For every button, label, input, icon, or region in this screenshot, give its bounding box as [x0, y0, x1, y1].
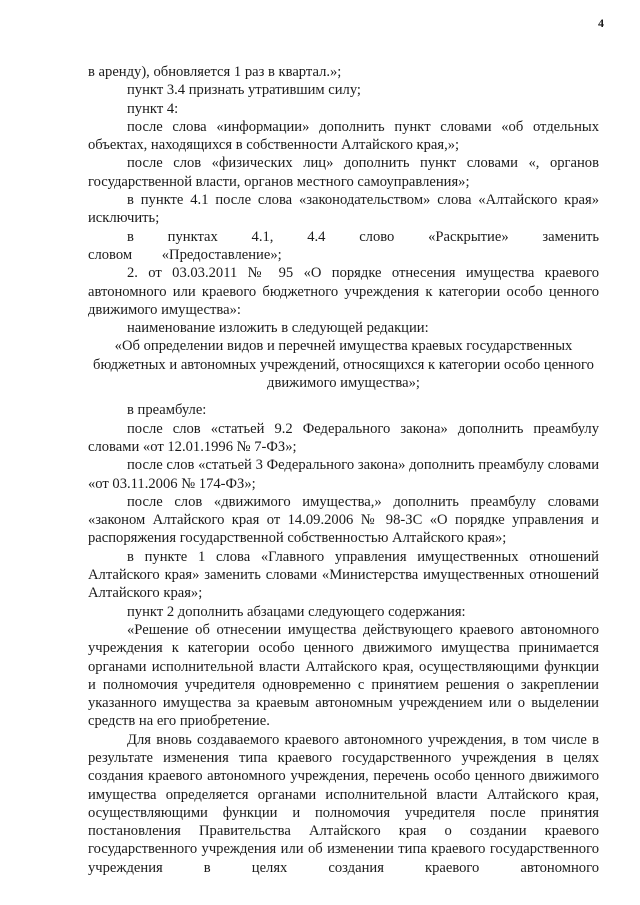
paragraph-13: после слов «движимого имущества,» дополнить преамбулу словами «законом Алтайского края от 14.09.2006 № 98-ЗС «О порядке управления и распоряжения государственной собственностью Алтайского края»; [88, 493, 599, 547]
paragraph-8: 2. от 03.03.2011 № 95 «О порядке отнесения имущества краевого автономного или краевого бюджетного учреждения к категории особо ценного движимого имущества»: [88, 265, 599, 318]
paragraph-3: пункт 4: [127, 100, 179, 117]
paragraph-14: в пункте 1 слова «Главного управления имущественных отношений Алтайского края» заменить словами «Министерства имущественных отношений Алтайского края»; [88, 548, 599, 602]
paragraph-5: после слов «физических лиц» дополнить пункт словами «, органов государственной власти, органов местного самоуправления»; [88, 155, 599, 190]
paragraph-12: после слов «статьей 3 Федерального закона» дополнить преамбулу словами «от 03.11.2006 № 174-ФЗ»; [88, 457, 599, 492]
paragraph-4: после слова «информации» дополнить пункт словами «об отдельных объектах, находящихся в собственности Алтайского края,»; [88, 118, 599, 154]
paragraph-16: «Решение об отнесении имущества действующего краевого автономного учреждения к категории особо ценного движимого имущества принимается органами исполнительной власти Алтайского края, осуществляющими функции и полномочия учредителя одновременно с принятием решения о закреплении указанного имущества за краевым автономным учреждением или о выделении средств на его приобретение. [88, 621, 599, 730]
paragraph-11: после слов «статьей 9.2 Федерального закона» дополнить преамбулу словами «от 12.01.1996 № 7-ФЗ»; [88, 420, 599, 455]
quoted-title: «Об определении видов и перечней имущества краевых государственных бюджетных и автономных учреждений, относящихся к категории особо ценного движимого имущества»; [93, 338, 594, 392]
paragraph-2: пункт 3.4 признать утратившим силу; [127, 82, 361, 99]
paragraph-10: в преамбуле: [127, 402, 207, 419]
document-body [88, 63, 599, 877]
paragraph-7: в пунктах 4.1, 4.4 слово «Раскрытие» заменить словом «Предоставление»; [88, 228, 599, 263]
paragraph-1: в аренду), обновляется 1 раз в квартал.»; [88, 64, 342, 80]
page-number: 4 [598, 16, 604, 30]
paragraph-17: Для вновь создаваемого краевого автономного учреждения, в том числе в результате изменения типа краевого государственного учреждения в целях создания краевого автономного учреждения, перечень особо ценного движимого имущества определяется органами исполнительной власти Алтайского края, осуществляющими функции и полномочия учредителя после принятия постановления Правительства Алтайского края о создании краевого государственного учреждения или об изменении типа краевого государственного учреждения в целях создания краевого автономного [88, 731, 599, 876]
paragraph-6: в пункте 4.1 после слова «законодательством» слова «Алтайского края» исключить; [88, 192, 599, 227]
paragraph-15: пункт 2 дополнить абзацами следующего содержания: [127, 603, 466, 620]
paragraph-9: наименование изложить в следующей редакции: [127, 320, 429, 337]
